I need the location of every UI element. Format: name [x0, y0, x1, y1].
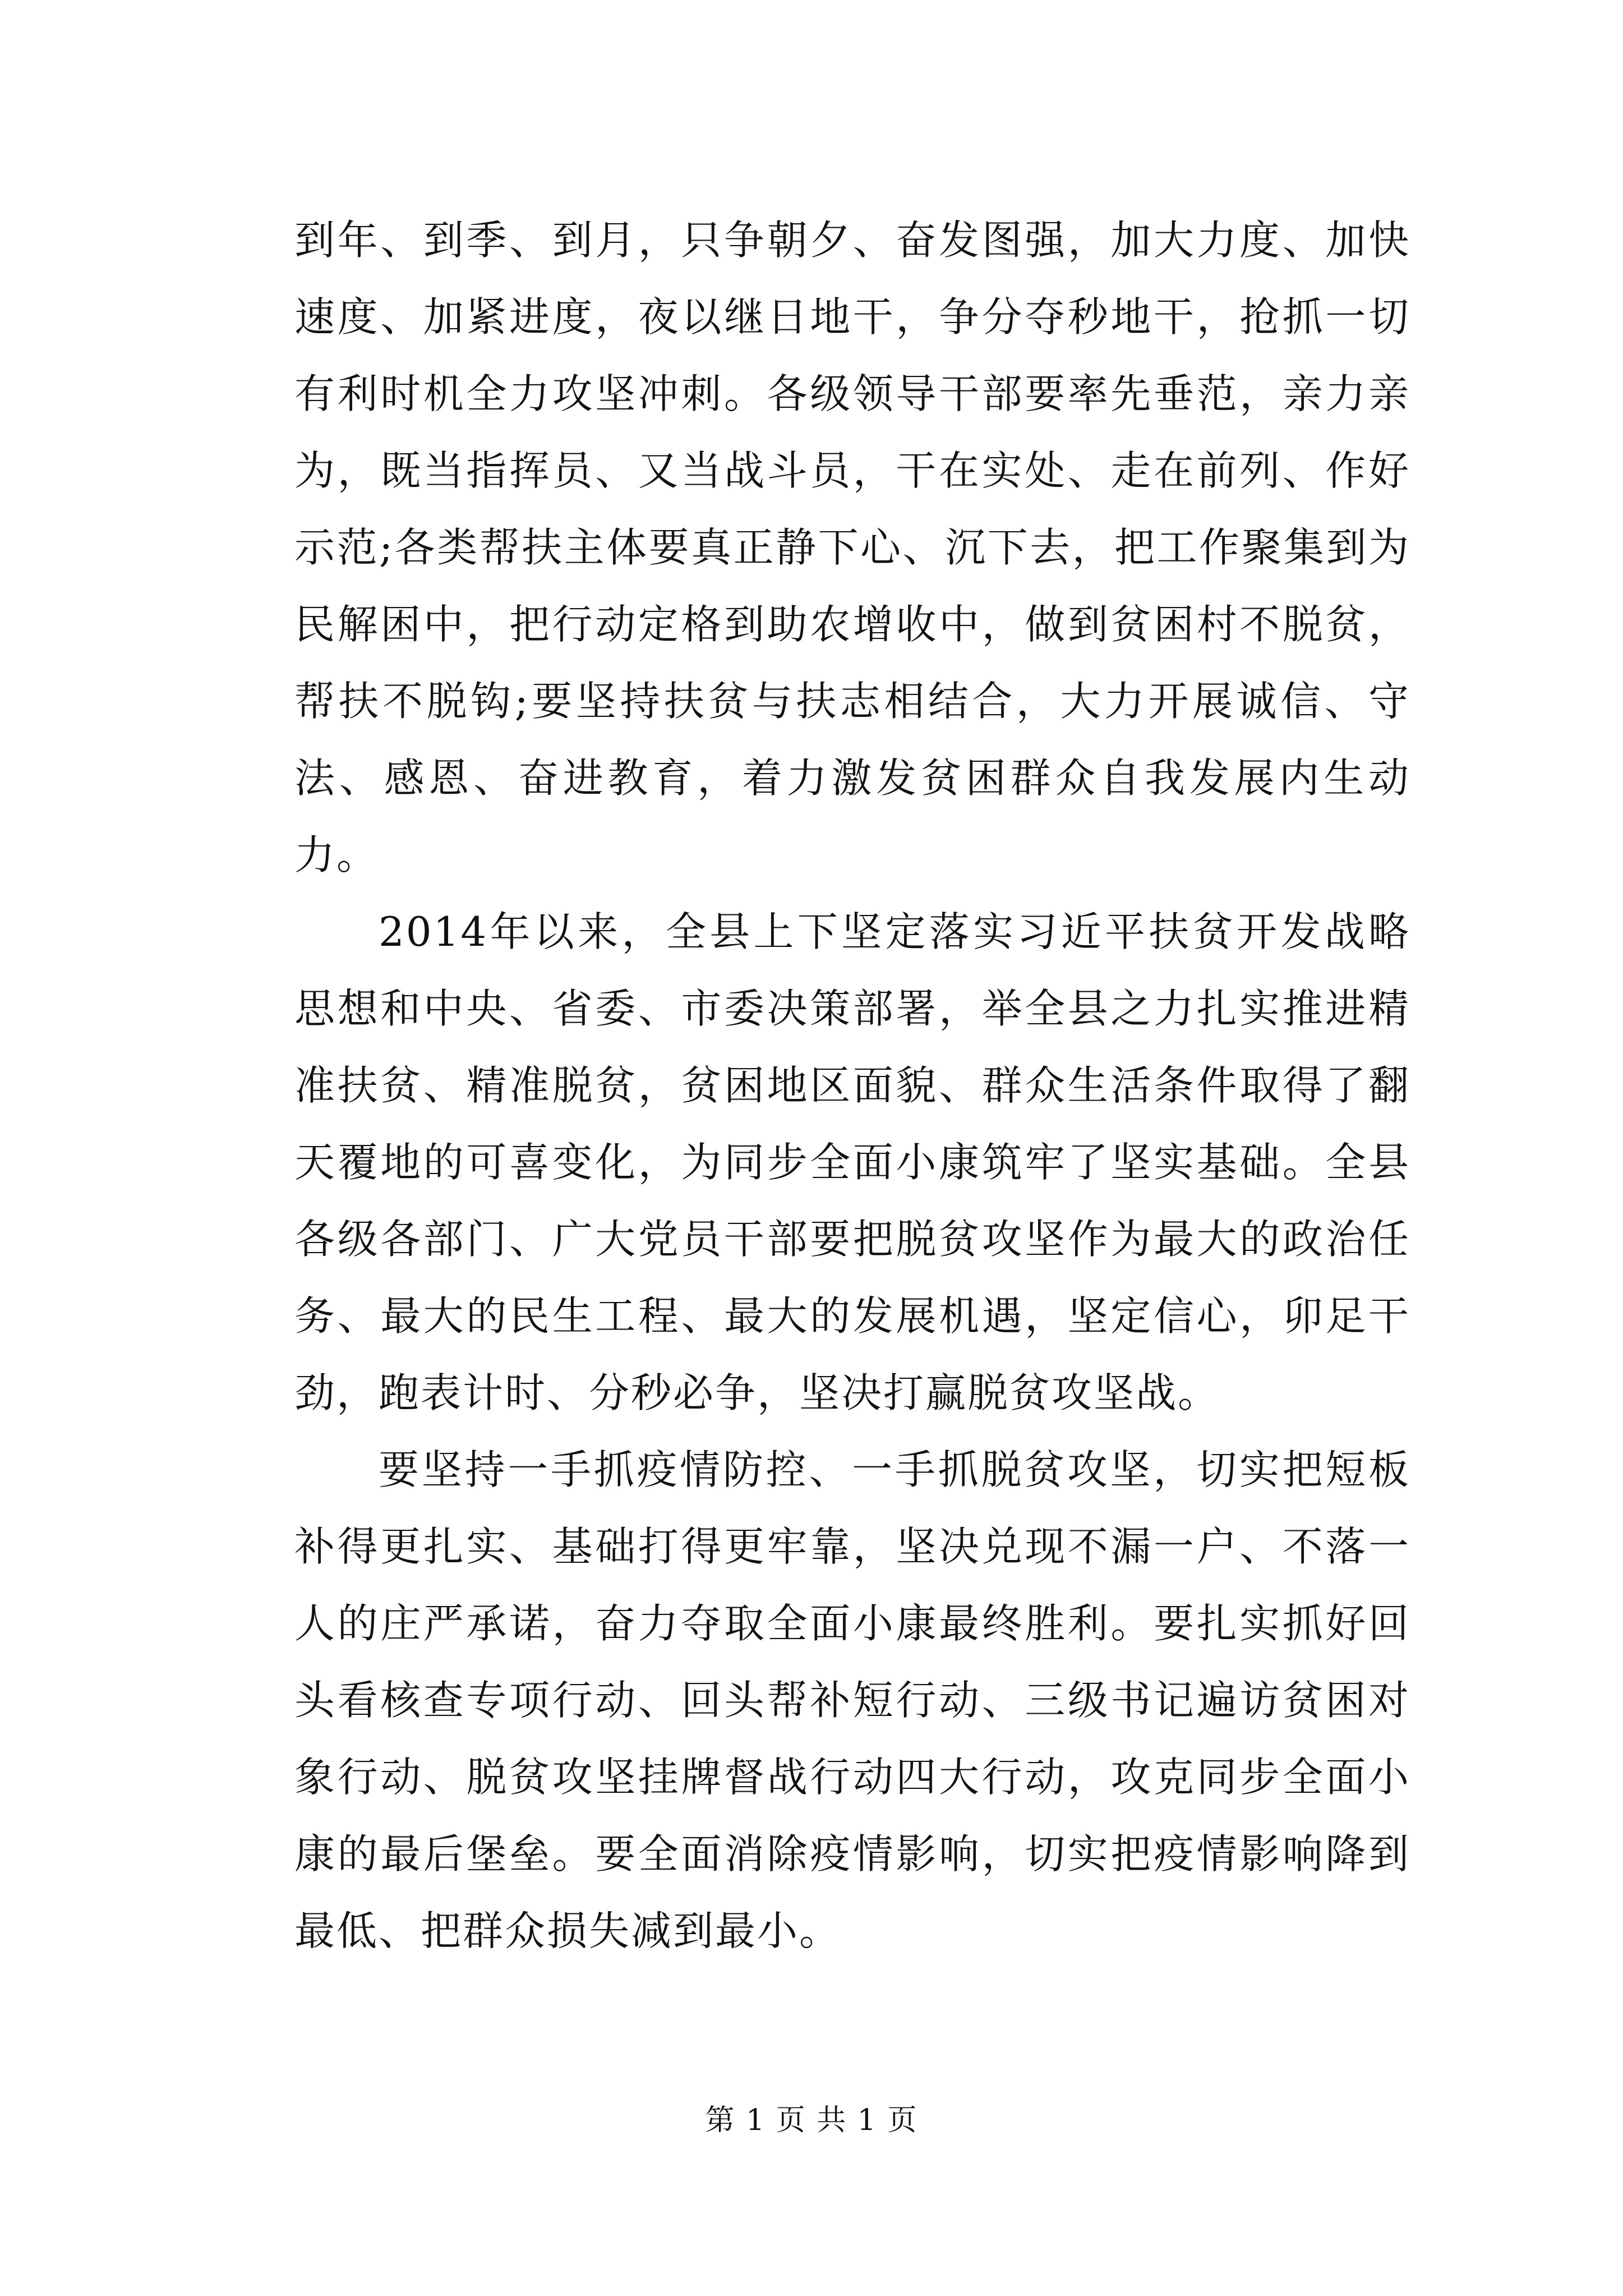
paragraph-3: 要坚持一手抓疫情防控、一手抓脱贫攻坚，切实把短板补得更扎实、基础打得更牢靠，坚决兑现不漏一户、不落一人的庄严承诺，奋力夺取全面小康最终胜利。要扎实抓好回头看核查专项行动、回头帮补短行动、三级书记遍访贫困对象行动、脱贫攻坚挂牌督战行动四大行动，攻克同步全面小康的最后堡垒。要全面消除疫情影响，切实把疫情影响降到最低、把群众损失减到最小。: [294, 1446, 1410, 1954]
document-body: [294, 202, 1410, 1970]
page-footer: 第 1 页 共 1 页: [705, 2104, 918, 2137]
paragraph-2: 2014年以来，全县上下坚定落实习近平扶贫开发战略思想和中央、省委、市委决策部署，举全县之力扎实推进精准扶贫、精准脱贫，贫困地区面貌、群众生活条件取得了翻天覆地的可喜变化，为同步全面小康筑牢了坚实基础。全县各级各部门、广大党员干部要把脱贫攻坚作为最大的政治任务、最大的民生工程、最大的发展机遇，坚定信心，卯足干劲，跑表计时、分秒必争，坚决打赢脱贫攻坚战。: [294, 908, 1410, 1416]
paragraph-1: 到年、到季、到月，只争朝夕、奋发图强，加大力度、加快速度、加紧进度，夜以继日地干，争分夺秒地干，抢抓一切有利时机全力攻坚冲刺。各级领导干部要率先垂范，亲力亲为，既当指挥员、又当战斗员，干在实处、走在前列、作好示范;各类帮扶主体要真正静下心、沉下去，把工作聚集到为民解困中，把行动定格到助农增收中，做到贫困村不脱贫，帮扶不脱钩;要坚持扶贫与扶志相结合，大力开展诚信、守法、感恩、奋进教育，着力激发贫困群众自我发展内生动力。: [294, 217, 1410, 878]
